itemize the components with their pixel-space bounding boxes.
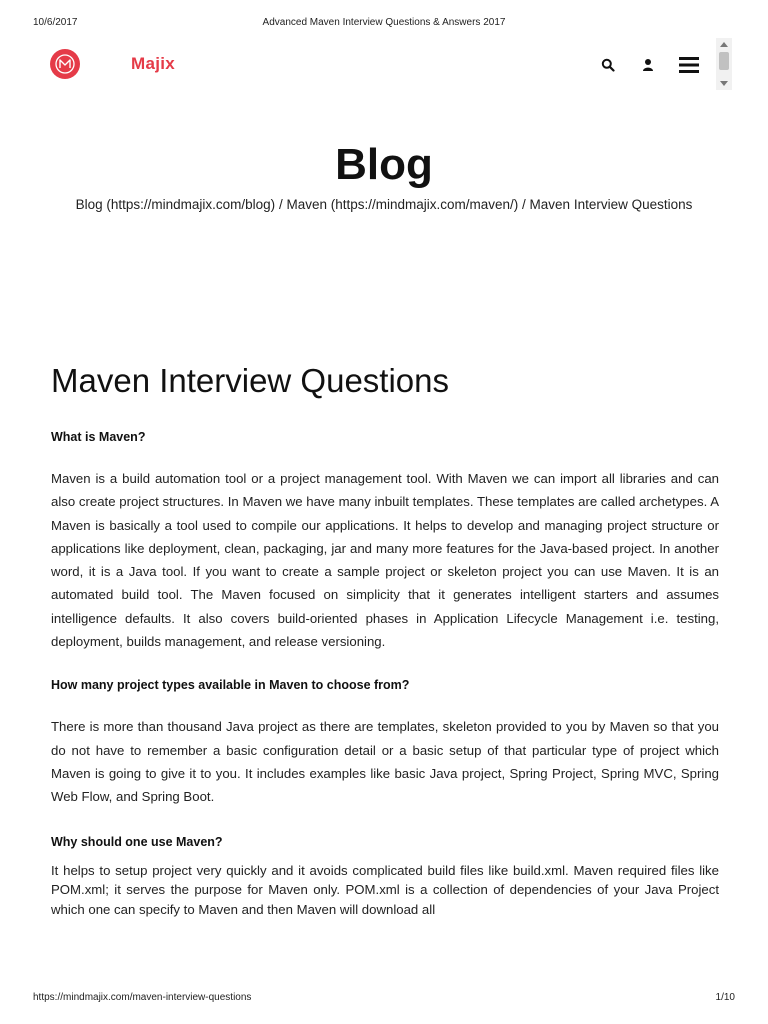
user-icon[interactable] <box>642 58 654 72</box>
scroll-down-icon[interactable] <box>720 81 728 86</box>
question-heading: What is Maven? <box>51 430 146 444</box>
print-footer <box>0 992 768 1006</box>
answer-paragraph: It helps to setup project very quickly and it avoids complicated build files like build.xml. Maven required files like POM.xml; it serves the purpose for Maven only. POM.xml is a collection of dependencies of your Java Project which one can specify to Maven and then Maven will download all <box>51 862 719 917</box>
scroll-thumb[interactable] <box>719 52 729 70</box>
print-doc-title: Advanced Maven Interview Questions & Answers 2017 <box>262 17 506 28</box>
logo-m-icon <box>54 53 76 75</box>
site-header <box>0 40 768 100</box>
scrollbar[interactable] <box>716 38 732 90</box>
search-icon[interactable] <box>601 58 615 72</box>
breadcrumb-blog-link[interactable]: Blog (https://mindmajix.com/blog) <box>75 197 276 212</box>
breadcrumb-maven-link[interactable]: Maven (https://mindmajix.com/maven/) <box>286 197 519 212</box>
question-heading: Why should one use Maven? <box>51 834 223 849</box>
article-title: Maven Interview Questions <box>51 362 450 399</box>
hamburger-menu-icon[interactable] <box>678 55 700 75</box>
print-page-number: 1/10 <box>715 992 735 1003</box>
breadcrumb-separator: / <box>275 197 287 212</box>
answer-paragraph: There is more than thousand Java project as there are templates, skeleton provided to you by Maven so that you do not have to remember a basic configuration detail or a basic setup of that particular type of project which Maven is going to give it to you. It includes examples like basic Java project, Spring Project, Spring MVC, Spring Web Flow, and Spring Boot. <box>51 719 719 805</box>
breadcrumb-current: Maven Interview Questions <box>529 197 693 212</box>
article <box>51 360 719 919</box>
brand-logo[interactable] <box>50 49 80 79</box>
breadcrumb <box>0 197 768 212</box>
print-header <box>0 17 768 31</box>
brand-name[interactable]: Majix <box>131 54 176 73</box>
scroll-up-icon[interactable] <box>720 42 728 47</box>
print-url: https://mindmajix.com/maven-interview-questions <box>33 992 252 1003</box>
page-heading: Blog <box>335 140 433 189</box>
breadcrumb-separator: / <box>518 197 530 212</box>
answer-paragraph: Maven is a build automation tool or a project management tool. With Maven we can import all libraries and can also create project structures. In Maven we have many inbuilt templates. These templates are called archetypes. A Maven is basically a tool used to compile our applications. It helps to develop and managing project structure or applications like deployment, clean, packaging, jar and many more features for the Java-based project. In another word, it is a Java tool. If you want to create a sample project or skeleton project you can use Maven. It is an automated build tool. The Maven focused on simplicity that it generates intelligent starters and assumes intelligence defaults. It also covers build-oriented phases in Application Lifecycle Management i.e. testing, deployment, builds management, and release versioning. <box>51 471 719 650</box>
print-date: 10/6/2017 <box>33 17 78 28</box>
question-heading: How many project types available in Maven to choose from? <box>51 678 410 693</box>
